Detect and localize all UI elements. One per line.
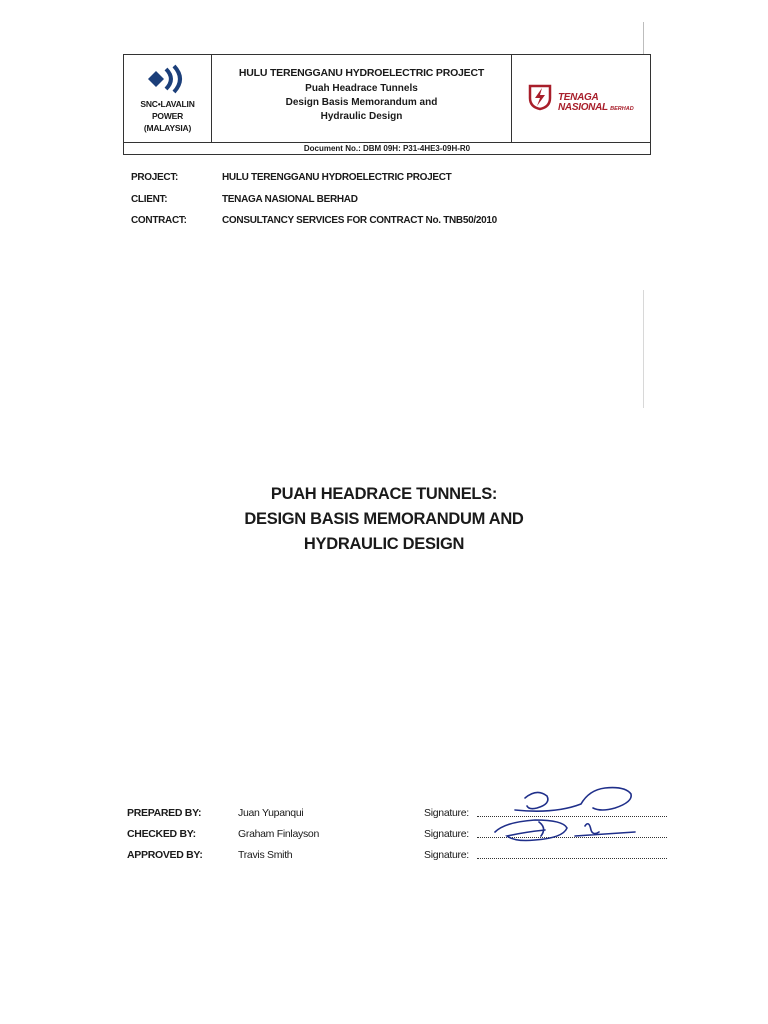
signoff-role: PREPARED BY:: [127, 807, 202, 819]
scan-artifact-line: [643, 290, 644, 408]
client-logo-cell: [512, 55, 649, 142]
tnb-logo-text: TENAGA NASIONAL BERHAD: [558, 92, 634, 113]
snc-lavalin-logo-icon: [146, 63, 190, 95]
document-header: [123, 54, 651, 155]
contractor-logo-cell: [124, 55, 212, 142]
signoff-name: Travis Smith: [238, 849, 293, 861]
signoff-role: APPROVED BY:: [127, 849, 203, 861]
info-label: CLIENT:: [131, 194, 168, 205]
signature-checked: [495, 820, 635, 841]
info-value: CONSULTANCY SERVICES FOR CONTRACT No. TNB50/2010: [222, 215, 497, 226]
document-number: Document No.: DBM 09H: P31-4HE3-09H-R0: [124, 142, 650, 154]
signoff-row-approved: [127, 849, 687, 863]
header-title-cell: [212, 55, 512, 142]
signature-line: [477, 858, 667, 859]
header-project-title: HULU TERENGGANU HYDROELECTRIC PROJECT: [238, 67, 485, 79]
signoff-name: Juan Yupanqui: [238, 807, 304, 819]
signature-prepared: [515, 788, 631, 812]
handwritten-signatures: [485, 780, 645, 850]
contractor-name: SNC•LAVALIN POWER (MALAYSIA): [140, 99, 195, 133]
document-title: PUAH HEADRACE TUNNELS: DESIGN BASIS MEMORANDUM AND HYDRAULIC DESIGN: [244, 485, 524, 553]
info-label: PROJECT:: [131, 172, 179, 183]
info-value: TENAGA NASIONAL BERHAD: [222, 194, 358, 205]
signoff-name: Graham Finlayson: [238, 828, 319, 840]
signature-label: Signature:: [424, 807, 469, 819]
info-label: CONTRACT:: [131, 215, 187, 226]
header-subtitle: Puah Headrace Tunnels Design Basis Memorandum and Hydraulic Design: [285, 83, 438, 122]
signature-label: Signature:: [424, 849, 469, 861]
info-row-project: [131, 172, 452, 183]
signature-label: Signature:: [424, 828, 469, 840]
info-row-contract: [131, 215, 497, 226]
scan-artifact-line: [643, 22, 644, 54]
tnb-logo-icon: [526, 83, 554, 111]
signoff-role: CHECKED BY:: [127, 828, 196, 840]
info-row-client: [131, 194, 358, 205]
info-value: HULU TERENGGANU HYDROELECTRIC PROJECT: [222, 172, 452, 183]
